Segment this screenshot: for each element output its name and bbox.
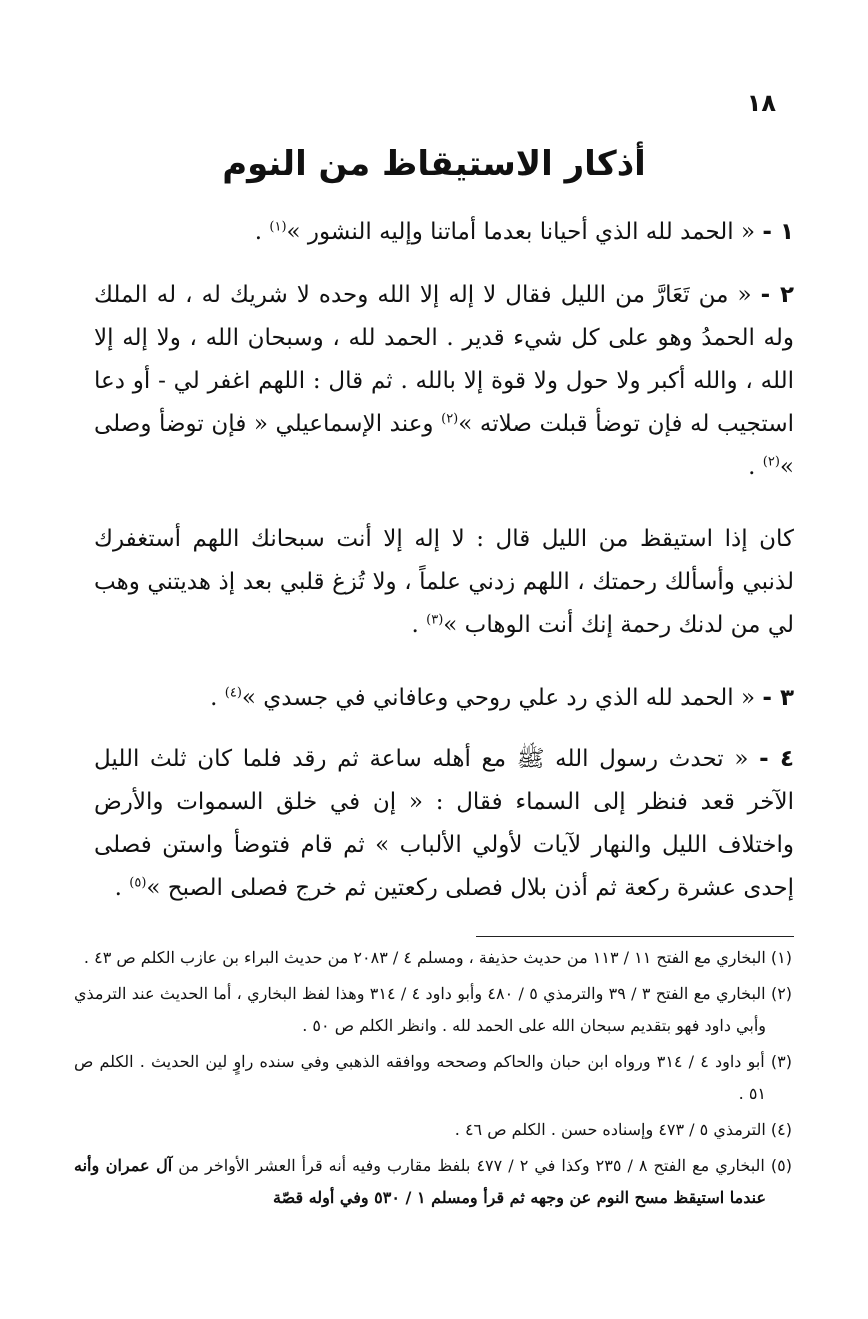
paragraph-text: « تحدث رسول الله ﷺ مع أهله ساعة ثم رقد فلما كان ثلث الليل الآخر قعد فنظر إلى السماء فقال : « إن في خلق السموات والأرض واختلاف الليل والنهار لآيات لأولي الألباب » ثم قام فتوضأ واستن فصلى إحدى عشرة ركعة ثم أذن بلال فصلى ركعتين ثم خرج فصلى الصبح » [94,746,794,901]
paragraph-text: « الحمد لله الذي رد علي روحي وعافاني في جسدي » [241,685,756,711]
footnote-reference: (٥) [129,875,147,891]
footnote-reference: (٢) [762,454,780,470]
dhikr-paragraph-night-waking [94,518,794,647]
dhikr-paragraph-1 [94,211,794,254]
footnote-4 [74,1114,792,1146]
footnotes-section [74,942,792,1218]
footnote-text: البخاري مع الفتح ٨ / ٢٣٥ وكذا في ٢ / ٤٧٧ بلفظ مقارب وفيه أنه قرأ العشر الأواخر من [178,1156,765,1175]
paragraph-tail: . [254,219,270,245]
footnote-divider [476,936,794,937]
footnote-reference: (٢) [441,411,459,427]
footnote-text-continued: الكلم ص ٤٣ . [83,948,175,967]
dhikr-paragraph-2 [94,274,794,489]
footnote-text-continued: الكلم ص ٥١ . [74,1052,766,1103]
paragraph-tail: . [114,875,130,901]
paragraph-text: « من تَعَارَّ من الليل فقال لا إله إلا الله وحده لا شريك له ، له الملك وله الحمدُ وهو على كل شيء قدير . الحمد لله ، وسبحان الله ، ولا إله إلا الله ، والله أكبر ولا حول ولا قوة إلا بالله . ثم قال : اللهم اغفر لي - أو دعا استجيب له فإن توضأ قبلت صلاته » [94,282,794,437]
footnote-number: (٤) [770,1120,792,1139]
footnote-number: (٢) [770,984,793,1003]
footnote-reference: (٣) [426,612,444,628]
footnote-2 [74,978,792,1042]
footnote-3 [74,1046,792,1110]
footnote-text-continued: آل عمران وأنه عندما استيقظ مسح النوم عن وجهه ثم قرأ ومسلم ١ / ٥٣٠ وفي أوله قصّة [74,1156,766,1207]
paragraph-number: ٢ - [760,282,794,308]
paragraph-tail: . [748,454,763,480]
dhikr-paragraph-3 [94,677,794,720]
footnote-1 [74,942,792,974]
footnote-5 [74,1150,792,1214]
footnote-number: (١) [770,948,792,967]
footnote-number: (٣) [770,1052,793,1071]
footnote-reference: (٤) [224,685,242,701]
paragraph-text: كان إذا استيقظ من الليل قال : لا إله إلا أنت سبحانك اللهم أستغفرك لذنبي وأسألك رحمتك ، اللهم زدني علماً ، ولا تُزغ قلبي بعد إذ هديتني وهب لي من لدنك رحمة إنك أنت الوهاب » [94,526,794,638]
footnote-reference: (١) [269,219,287,235]
page-number: ١٨ [746,89,776,117]
footnote-text: الترمذي ٥ / ٤٧٣ وإسناده حسن . الكلم ص ٤٦ . [454,1120,766,1139]
paragraph-tail: . [210,685,225,711]
paragraph-number: ١ - [762,219,794,245]
paragraph-text-continued: وعند الإسماعيلي « فإن توضأ وصلى » [94,411,794,480]
footnote-text: البخاري مع الفتح ١١ / ١١٣ من حديث حذيفة ، ومسلم ٤ / ٢٠٨٣ من حديث البراء بن عازب [180,948,766,967]
paragraph-number: ٤ - [759,746,794,772]
paragraph-number: ٣ - [762,685,794,711]
paragraph-text: « الحمد لله الذي أحيانا بعدما أماتنا وإليه النشور » [286,219,763,245]
footnote-text: أبو داود ٤ / ٣١٤ ورواه ابن حبان والحاكم وصححه ووافقه الذهبي وفي سنده راوٍ لين الحديث . [139,1052,765,1071]
paragraph-tail: . [411,612,427,638]
footnote-text: البخاري مع الفتح ٣ / ٣٩ والترمذي ٥ / ٤٨٠ وأبو داود ٤ / ٣١٤ وهذا لفظ البخاري ، أما [213,984,766,1003]
chapter-title: أذكار الاستيقاظ من النوم [222,144,646,184]
dhikr-paragraph-4 [94,738,794,910]
footnote-number: (٥) [770,1156,793,1175]
footnote-text-continued: الحديث عند الترمذي وأبي داود فهو بتقديم سبحان الله على الحمد لله . وانظر الكلم ص ٥٠ . [74,984,766,1035]
